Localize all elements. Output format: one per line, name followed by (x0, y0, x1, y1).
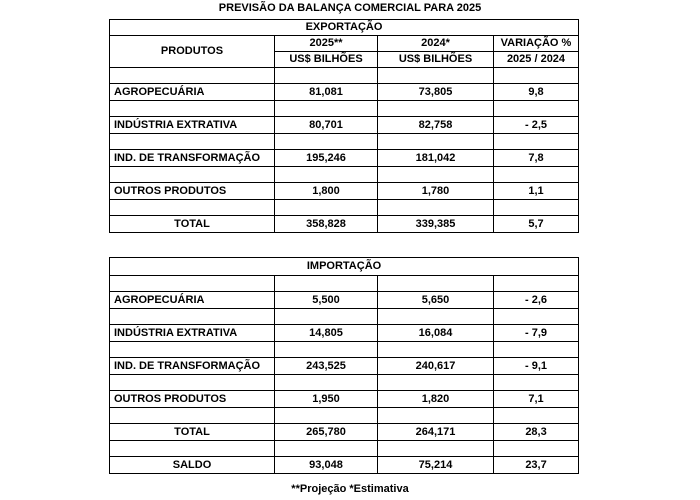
unit-variacao: 2025 / 2024 (494, 52, 579, 68)
spacer-row (110, 441, 579, 457)
section-header-row (110, 258, 579, 276)
variacao-cell: - 7,9 (494, 325, 579, 342)
value-2025-cell: 195,246 (275, 150, 378, 167)
table-row (110, 117, 579, 134)
total-2025-cell: 358,828 (275, 216, 378, 233)
produto-cell: AGROPECUÁRIA (110, 84, 275, 101)
column-header-row (110, 36, 579, 52)
section-label: EXPORTAÇÃO (110, 20, 579, 36)
variacao-cell: 7,8 (494, 150, 579, 167)
col-2024-header: 2024* (378, 36, 494, 52)
spacer-row (110, 68, 579, 84)
table-row (110, 84, 579, 101)
value-2024-cell: 1,780 (378, 183, 494, 200)
total-variacao-cell: 28,3 (494, 424, 579, 441)
variacao-cell: 1,1 (494, 183, 579, 200)
value-2024-cell: 5,650 (378, 292, 494, 309)
spacer-row (110, 342, 579, 358)
value-2025-cell: 5,500 (275, 292, 378, 309)
variacao-cell: - 2,6 (494, 292, 579, 309)
produto-cell: OUTROS PRODUTOS (110, 183, 275, 200)
table-row (110, 391, 579, 408)
spacer-row (110, 309, 579, 325)
value-2025-cell: 1,950 (275, 391, 378, 408)
value-2024-cell: 181,042 (378, 150, 494, 167)
total-row (110, 216, 579, 233)
spacer-row (110, 276, 579, 292)
importacao-table (109, 257, 579, 474)
saldo-row (110, 457, 579, 474)
saldo-label: SALDO (110, 457, 275, 474)
total-row (110, 424, 579, 441)
saldo-2024-cell: 75,214 (378, 457, 494, 474)
produto-cell: INDÚSTRIA EXTRATIVA (110, 325, 275, 342)
value-2025-cell: 1,800 (275, 183, 378, 200)
value-2024-cell: 16,084 (378, 325, 494, 342)
unit-2024: US$ BILHÕES (378, 52, 494, 68)
variacao-cell: - 9,1 (494, 358, 579, 375)
produto-cell: AGROPECUÁRIA (110, 292, 275, 309)
value-2024-cell: 73,805 (378, 84, 494, 101)
exportacao-table (109, 19, 579, 233)
total-label: TOTAL (110, 424, 275, 441)
page-title: PREVISÃO DA BALANÇA COMERCIAL PARA 2025 (218, 2, 482, 14)
produto-cell: IND. DE TRANSFORMAÇÃO (110, 150, 275, 167)
value-2025-cell: 81,081 (275, 84, 378, 101)
value-2024-cell: 240,617 (378, 358, 494, 375)
footnote: **Projeção *Estimativa (291, 483, 409, 495)
spacer-row (110, 101, 579, 117)
value-2024-cell: 82,758 (378, 117, 494, 134)
total-2024-cell: 264,171 (378, 424, 494, 441)
total-2025-cell: 265,780 (275, 424, 378, 441)
table-row (110, 292, 579, 309)
spacer-row (110, 134, 579, 150)
total-label: TOTAL (110, 216, 275, 233)
spacer-row (110, 375, 579, 391)
spacer-row (110, 408, 579, 424)
col-2025-header: 2025** (275, 36, 378, 52)
table-row (110, 358, 579, 375)
saldo-2025-cell: 93,048 (275, 457, 378, 474)
value-2025-cell: 243,525 (275, 358, 378, 375)
section-label: IMPORTAÇÃO (110, 258, 579, 276)
col-variacao-header: VARIAÇÃO % (494, 36, 579, 52)
spacer-row (110, 200, 579, 216)
total-2024-cell: 339,385 (378, 216, 494, 233)
unit-2025: US$ BILHÕES (275, 52, 378, 68)
produto-cell: INDÚSTRIA EXTRATIVA (110, 117, 275, 134)
variacao-cell: - 2,5 (494, 117, 579, 134)
value-2025-cell: 80,701 (275, 117, 378, 134)
produto-cell: IND. DE TRANSFORMAÇÃO (110, 358, 275, 375)
section-header-row (110, 20, 579, 36)
table-row (110, 150, 579, 167)
table-row (110, 183, 579, 200)
value-2025-cell: 14,805 (275, 325, 378, 342)
value-2024-cell: 1,820 (378, 391, 494, 408)
spacer-row (110, 167, 579, 183)
total-variacao-cell: 5,7 (494, 216, 579, 233)
saldo-variacao-cell: 23,7 (494, 457, 579, 474)
table-row (110, 325, 579, 342)
variacao-cell: 9,8 (494, 84, 579, 101)
produto-cell: OUTROS PRODUTOS (110, 391, 275, 408)
variacao-cell: 7,1 (494, 391, 579, 408)
col-produtos-header: PRODUTOS (110, 36, 275, 68)
